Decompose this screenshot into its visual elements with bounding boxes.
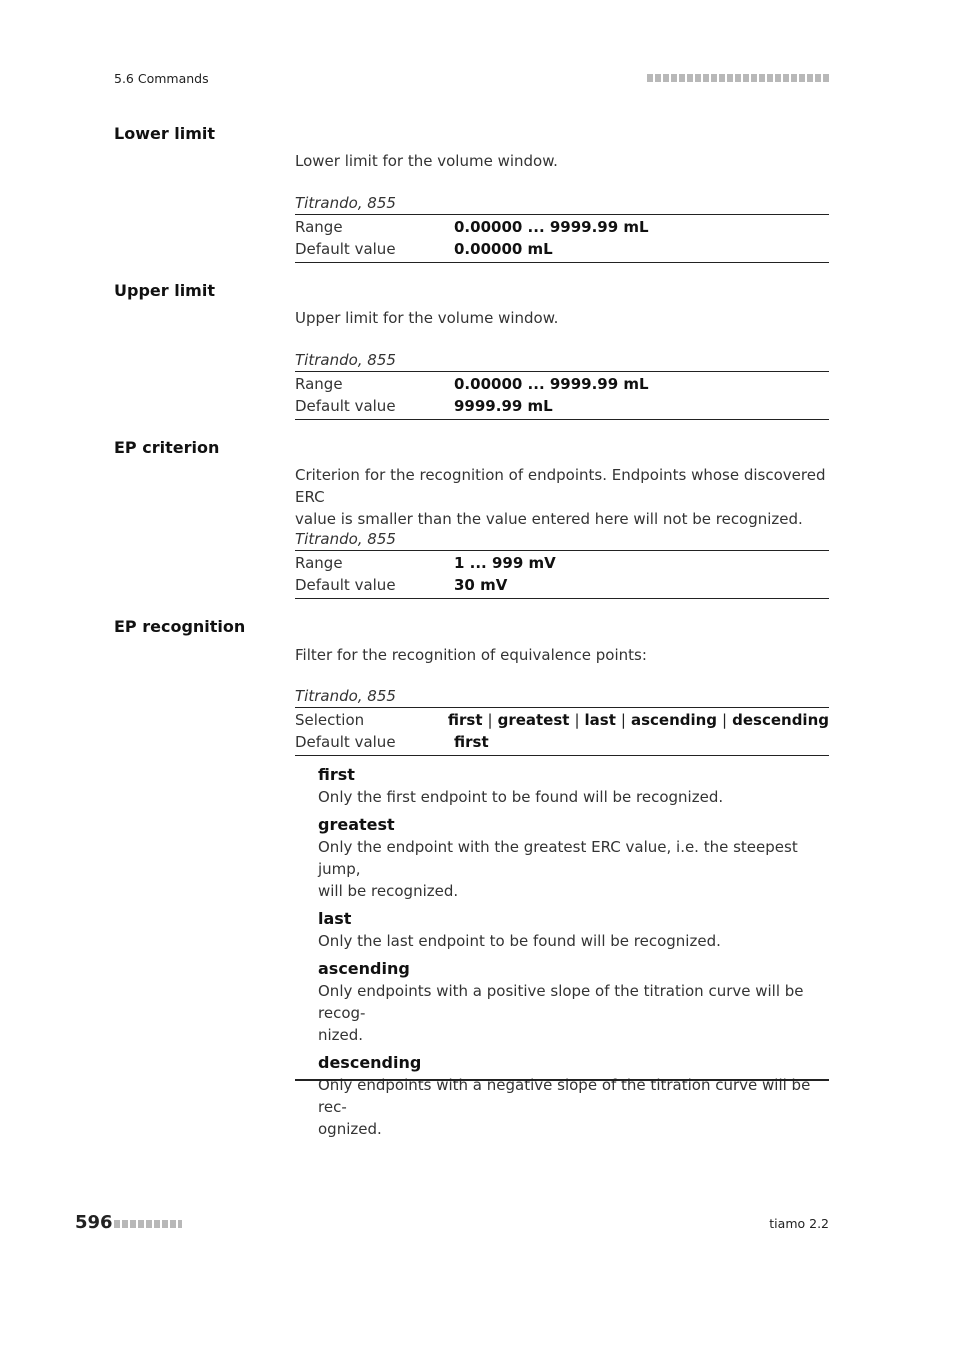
separator: | [722, 711, 728, 729]
selection-value-greatest: greatest [497, 711, 570, 729]
table-row [295, 552, 829, 574]
table-caption: Titrando, 855 [295, 530, 396, 548]
description-lower-limit: Lower limit for the volume window. [295, 152, 558, 170]
page-number: 596 [75, 1212, 113, 1233]
row-value: 30 mV [454, 576, 508, 594]
option-name: greatest [318, 815, 395, 834]
section-end-rule [295, 1079, 829, 1081]
option-text-line: Only the last endpoint to be found will be recognized. [318, 932, 721, 950]
table-row [295, 731, 829, 753]
row-value: 9999.99 mL [454, 397, 553, 415]
description-upper-limit: Upper limit for the volume window. [295, 309, 559, 327]
row-key: Default value [295, 576, 396, 594]
row-key: Range [295, 375, 343, 393]
selection-value-descending: descending [732, 711, 829, 729]
section-title-upper-limit: Upper limit [114, 281, 215, 300]
row-key: Default value [295, 240, 396, 258]
description-ep-recognition: Filter for the recognition of equivalence points: [295, 646, 647, 664]
selection-value-last: last [584, 711, 616, 729]
description-ep-criterion [295, 464, 829, 530]
option-text-line: Only the first endpoint to be found will be recognized. [318, 788, 724, 806]
option-text-line: Only endpoints with a negative slope of the titration curve will be rec- [318, 1076, 811, 1116]
description-line: value is smaller than the value entered here will not be recognized. [295, 510, 803, 528]
row-key: Selection [295, 711, 365, 729]
option-name: descending [318, 1053, 422, 1072]
option-greatest [318, 814, 829, 902]
option-descending [318, 1052, 829, 1140]
row-value: 1 ... 999 mV [454, 554, 556, 572]
header-decorative-dots [647, 74, 829, 82]
section-title-ep-criterion: EP criterion [114, 438, 220, 457]
table-row [295, 574, 829, 596]
row-key: Range [295, 218, 343, 236]
option-ascending [318, 958, 829, 1046]
running-header-section: 5.6 Commands [114, 71, 209, 86]
option-text-line: Only endpoints with a positive slope of the titration curve will be recog- [318, 982, 804, 1022]
section-title-lower-limit: Lower limit [114, 124, 216, 143]
param-table-ep-recognition [295, 685, 829, 756]
option-text-line: nized. [318, 1026, 364, 1044]
option-name: first [318, 765, 355, 784]
separator: | [487, 711, 493, 729]
param-table-ep-criterion [295, 528, 829, 599]
row-key: Default value [295, 397, 396, 415]
description-line: Criterion for the recognition of endpoints. Endpoints whose discovered ERC [295, 466, 826, 506]
footer-decorative-dots [114, 1220, 182, 1228]
separator: | [620, 711, 626, 729]
option-name: last [318, 909, 352, 928]
option-text-line: will be recognized. [318, 882, 459, 900]
option-text-line: ognized. [318, 1120, 382, 1138]
table-row [295, 709, 829, 731]
row-value: 0.00000 ... 9999.99 mL [454, 218, 649, 236]
option-list [318, 764, 829, 1146]
row-key: Default value [295, 733, 396, 751]
section-title-ep-recognition: EP recognition [114, 617, 246, 636]
option-first [318, 764, 829, 808]
table-row [295, 395, 829, 417]
separator: | [574, 711, 580, 729]
row-value: 0.00000 ... 9999.99 mL [454, 375, 649, 393]
option-text-line: Only the endpoint with the greatest ERC value, i.e. the steepest jump, [318, 838, 798, 878]
table-row [295, 216, 829, 238]
selection-value-first: first [447, 711, 483, 729]
param-table-upper-limit [295, 349, 829, 420]
row-key: Range [295, 554, 343, 572]
selection-values [448, 709, 829, 731]
table-caption: Titrando, 855 [295, 351, 396, 369]
table-row [295, 238, 829, 260]
option-name: ascending [318, 959, 410, 978]
table-caption: Titrando, 855 [295, 194, 396, 212]
option-last [318, 908, 829, 952]
row-value: 0.00000 mL [454, 240, 553, 258]
row-value: first [454, 733, 489, 751]
table-row [295, 373, 829, 395]
table-caption: Titrando, 855 [295, 687, 396, 705]
product-name: tiamo 2.2 [769, 1216, 829, 1231]
param-table-lower-limit [295, 192, 829, 263]
selection-value-ascending: ascending [630, 711, 718, 729]
